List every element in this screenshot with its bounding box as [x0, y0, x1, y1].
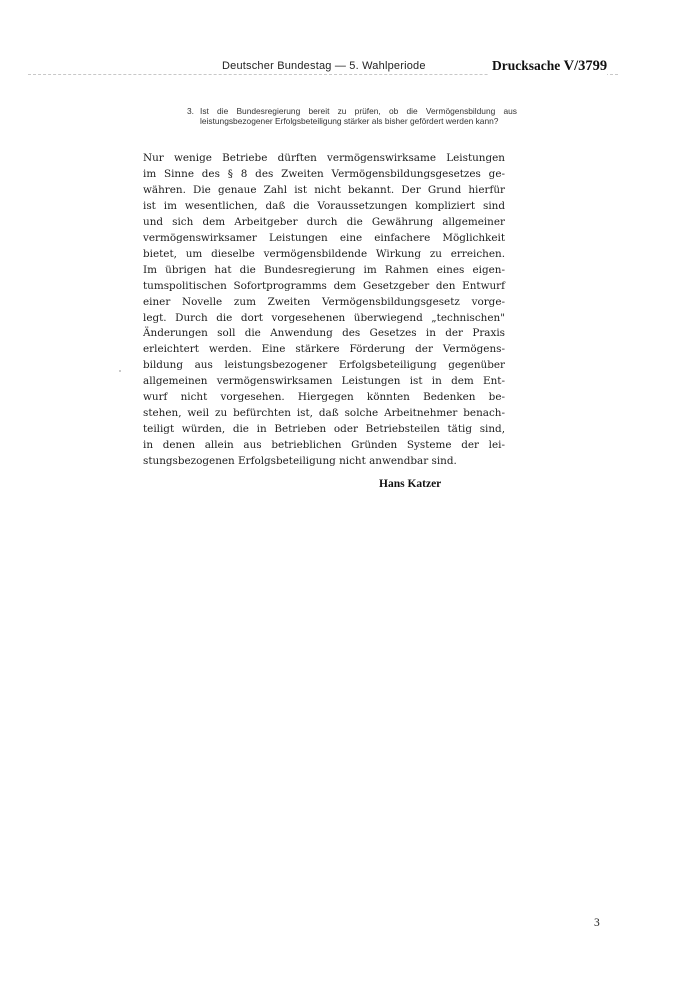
answer-line: bietet, um dieselbe vermögensbildende Wirkung zu erreichen.	[143, 247, 505, 260]
answer-line: Nur wenige Betriebe dürften vermögenswirksame Leistungen	[143, 152, 505, 164]
answer-line: allgemeinen vermögenswirksamen Leistungen ist in dem Ent-	[143, 375, 505, 388]
answer-line: teiligt würden, die in Betrieben oder Betriebsteilen tätig sind,	[143, 423, 505, 436]
answer-line: bildung aus leistungsbezogener Erfolgsbeteiligung gegenüber	[143, 359, 505, 372]
answer-line: im Sinne des § 8 des Zweiten Vermögensbildungsgesetzes ge-	[143, 167, 505, 180]
scan-speck	[119, 370, 121, 372]
signature-name: Hans Katzer	[379, 478, 442, 490]
answer-line: in denen allein aus betrieblichen Gründen Systeme der lei-	[143, 439, 505, 452]
question-text: Ist die Bundesregierung bereit zu prüfen, ob die Vermögensbildung aus leistungsbezogener Erfolgsbeteiligung stärker als bisher gefördert werden kann?	[200, 106, 517, 127]
answer-line: stehen, weil zu befürchten ist, daß solche Arbeitnehmer benach-	[143, 407, 505, 420]
answer-line: vermögenswirksamer Leistungen eine einfachere Möglichkeit	[143, 231, 505, 244]
answer-line: und sich dem Arbeitgeber durch die Gewährung allgemeiner	[143, 215, 505, 228]
answer-line: stungsbezogenen Erfolgsbeteiligung nicht anwendbar sind.	[143, 455, 457, 468]
answer-line: einer Novelle zum Zweiten Vermögensbildungsgesetz vorge-	[143, 295, 505, 308]
page-header	[28, 58, 618, 80]
document-label: Drucksache	[492, 58, 561, 73]
answer-line: tumspolitischen Sofortprogramms dem Gesetzgeber den Entwurf	[143, 279, 505, 292]
answer-line: wurf nicht vorgesehen. Hiergegen könnten Bedenken be-	[143, 391, 505, 404]
document-reference	[488, 58, 607, 75]
question-number: 3.	[187, 106, 194, 116]
answer-line: Im übrigen hat die Bundesregierung im Rahmen eines eigen-	[143, 263, 505, 276]
answer-text	[143, 151, 505, 470]
answer-line: legt. Durch die dort vorgesehenen überwiegend „technischen"	[143, 311, 505, 324]
header-title: Deutscher Bundestag — 5. Wahlperiode	[218, 60, 430, 72]
question-block	[187, 106, 517, 127]
answer-line: ist im wesentlichen, daß die Voraussetzungen kompliziert sind	[143, 199, 505, 212]
answer-line: Änderungen soll die Anwendung des Gesetzes in der Praxis	[143, 327, 505, 340]
page-number: 3	[594, 917, 600, 929]
answer-line: erleichtert werden. Eine stärkere Förderung der Vermögens-	[143, 343, 505, 356]
document-number: V/3799	[563, 58, 608, 74]
answer-line: währen. Die genaue Zahl ist nicht bekannt. Der Grund hierfür	[143, 183, 505, 196]
